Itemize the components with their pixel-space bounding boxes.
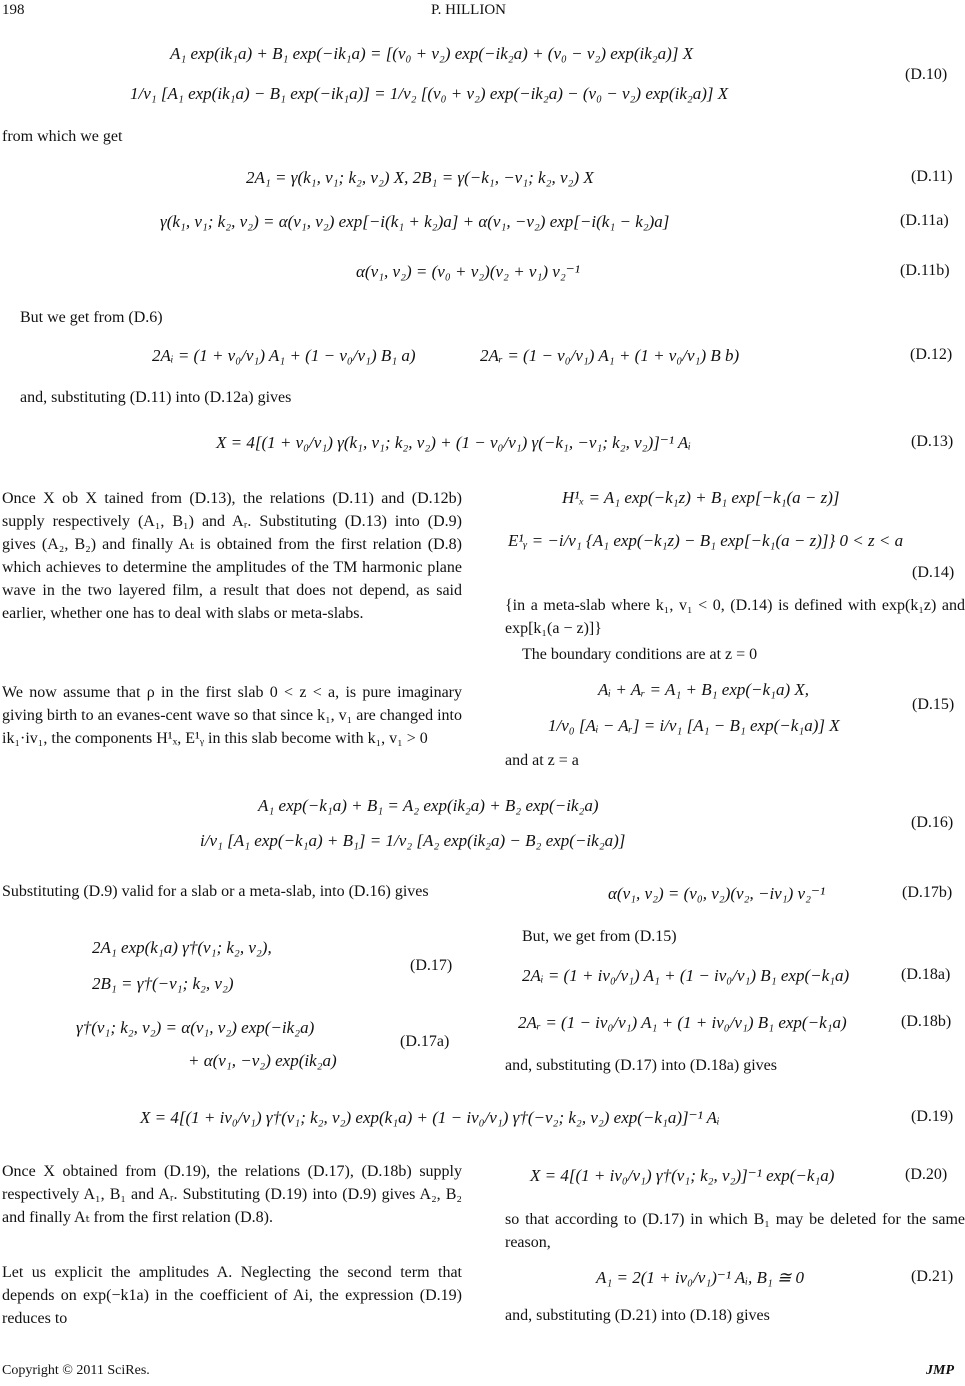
text-and-at: and at z = a xyxy=(505,752,579,769)
eq-label-d14: (D.14) xyxy=(912,564,955,581)
text-meta-slab-note: {in a meta-slab where k₁, v₁ < 0, (D.14) is defined with exp(k₁z) and exp[k₁(a − z)]} xyxy=(505,597,965,637)
equation-d20: X = 4[(1 + iv₀/v₁) γ†(v₁; k₂, v₂)]⁻¹ exp(−k₁a) xyxy=(530,1166,835,1185)
equation-d17bb: α(v₁, v₂) = (v₀, v₂)(v₂, −iv₁) v₂⁻¹ xyxy=(608,884,826,903)
equation-d11: 2A₁ = γ(k₁, v₁; k₂, v₂) X, 2B₁ = γ(−k₁, −v₁; k₂, v₂) X xyxy=(246,168,594,187)
eq-label-d18a: (D.18a) xyxy=(901,966,951,983)
eq-label-d12: (D.12) xyxy=(910,346,953,363)
eq-label-d20: (D.20) xyxy=(905,1166,948,1183)
equation-d18b: 2Aᵣ = (1 − iv₀/v₁) A₁ + (1 + iv₀/v₁) B₁ exp(−k₁a) xyxy=(518,1013,847,1032)
eq-label-d17: (D.17) xyxy=(410,957,453,974)
eq-label-d18b: (D.18b) xyxy=(901,1013,952,1030)
equation-d12a: 2Aᵢ = (1 + v₀/v₁) A₁ + (1 − v₀/v₁) B₁ a) xyxy=(152,346,416,365)
eq-label-d15: (D.15) xyxy=(912,696,955,713)
text-subst-d11: and, substituting (D.11) into (D.12a) gives xyxy=(20,389,292,406)
text-subst-d9: Substituting (D.9) valid for a slab or a meta-slab, into (D.16) gives xyxy=(2,883,429,900)
equation-d11b: α(v₁, v₂) = (v₀ + v₂)(v₂ + v₁) v₂⁻¹ xyxy=(356,262,580,281)
eq-label-d21: (D.21) xyxy=(911,1268,954,1285)
eq-label-d19: (D.19) xyxy=(911,1108,954,1125)
equation-d21: A₁ = 2(1 + iv₀/v₁)⁻¹ Aᵢ, B₁ ≅ 0 xyxy=(596,1268,805,1287)
eq-label-d11a: (D.11a) xyxy=(900,212,949,229)
equation-d16a: A₁ exp(−k₁a) + B₁ = A₂ exp(ik₂a) + B₂ exp(−ik₂a) xyxy=(258,796,599,815)
equation-d13: X = 4[(1 + v₀/v₁) γ(k₁, v₁; k₂, v₂) + (1 − v₀/v₁) γ(−k₁, −v₁; k₂, v₂)]⁻¹ Aᵢ xyxy=(216,433,691,452)
paragraph-once-x-ob: Once X ob X tained from (D.13), the relations (D.11) and (D.12b) supply respectively (A₁, B₁) and Aᵣ. Substituting (D.13) into (D.9) gives (A₂, B₂) and finally Aₜ is obtained from the first relation (D.8) which achieves to determine the amplitudes of the TM harmonic plane wave in the two layered film, a result that does not depend, as said earlier, whether one has to deal with slabs or meta-slabs. xyxy=(2,490,462,622)
equation-d17b2: + α(v₁, −v₂) exp(ik₂a) xyxy=(188,1051,337,1070)
equation-d17a1: 2A₁ exp(k₁a) γ†(v₁; k₂, v₂), xyxy=(92,938,272,957)
eq-label-d10: (D.10) xyxy=(905,66,948,83)
paragraph-once-x-obtained: Once X obtained from (D.19), the relations (D.17), (D.18b) supply respectively A₁, B₁ and Aᵣ. Substituting (D.19) into (D.9) gives A₂, B₂ and finally Aₜ from the first relation (D.8). xyxy=(2,1163,462,1226)
equation-d12b: 2Aᵣ = (1 − v₀/v₁) A₁ + (1 + v₀/v₁) B b) xyxy=(480,346,740,365)
text-boundary-conditions: The boundary conditions are at z = 0 xyxy=(522,646,758,663)
eq-label-d17b: (D.17b) xyxy=(902,884,953,901)
eq-label-d11b: (D.11b) xyxy=(900,262,950,279)
running-author: P. HILLION xyxy=(431,2,506,18)
equation-d15a: Aᵢ + Aᵣ = A₁ + B₁ exp(−k₁a) X, xyxy=(598,680,810,699)
equation-d10a: A₁ exp(ik₁a) + B₁ exp(−ik₁a) = [(v₀ + v₂) exp(−ik₂a) + (v₀ − v₂) exp(ik₂a)] X xyxy=(170,44,694,63)
equation-d10b: 1/v₁ [A₁ exp(ik₁a) − B₁ exp(−ik₁a)] = 1/v₂ [(v₀ + v₂) exp(−ik₂a) − (v₀ − v₂) exp(ik₂a)] X xyxy=(130,84,729,103)
eq-label-d16: (D.16) xyxy=(911,814,954,831)
equation-d14a: H¹ₓ = A₁ exp(−k₁z) + B₁ exp[−k₁(a − z)] xyxy=(562,488,840,507)
footer-journal: JMP xyxy=(926,1363,954,1378)
text-but-d15: But, we get from (D.15) xyxy=(522,928,677,945)
equation-d15b: 1/v₀ [Aᵢ − Aᵣ] = i/v₁ [A₁ − B₁ exp(−k₁a)] X xyxy=(548,716,840,735)
eq-label-d13: (D.13) xyxy=(911,433,954,450)
text-subst-d21: and, substituting (D.21) into (D.18) gives xyxy=(505,1307,770,1324)
eq-label-d11: (D.11) xyxy=(911,168,953,185)
equation-d11a: γ(k₁, v₁; k₂, v₂) = α(v₁, v₂) exp[−i(k₁ + k₂)a] + α(v₁, −v₂) exp[−i(k₁ − k₂)a] xyxy=(160,212,670,231)
equation-d16b: i/v₁ [A₁ exp(−k₁a) + B₁] = 1/v₂ [A₂ exp(ik₂a) − B₂ exp(−ik₂a)] xyxy=(200,831,626,850)
equation-d14b: E¹ᵧ = −i/v₁ {A₁ exp(−k₁z) − B₁ exp[−k₁(a − z)]} 0 < z < a xyxy=(508,531,904,550)
footer-copyright: Copyright © 2011 SciRes. xyxy=(2,1363,150,1378)
text-subst-d17: and, substituting (D.17) into (D.18a) gives xyxy=(505,1057,777,1074)
paragraph-let-us-explicit: Let us explicit the amplitudes A. Neglecting the second term that depends on exp(−k1a) in the coefficient of Ai, the expression (D.19) reduces to xyxy=(2,1264,462,1327)
equation-d18a: 2Aᵢ = (1 + iv₀/v₁) A₁ + (1 − iv₀/v₁) B₁ exp(−k₁a) xyxy=(522,966,850,985)
equation-d19: X = 4[(1 + iv₀/v₁) γ†(v₁; k₂, v₂) exp(k₁a) + (1 − iv₀/v₁) γ†(−v₂; k₂, v₂) exp(−k₁a)]⁻¹ Aᵢ xyxy=(140,1108,720,1127)
text-but-d6: But we get from (D.6) xyxy=(20,309,163,326)
equation-d17a2: 2B₁ = γ†(−v₁; k₂, v₂) xyxy=(92,974,234,993)
eq-label-d17a: (D.17a) xyxy=(400,1033,450,1050)
equation-d17b1: γ†(v₁; k₂, v₂) = α(v₁, v₂) exp(−ik₂a) xyxy=(76,1018,315,1037)
page-number: 198 xyxy=(2,2,25,18)
text-from-which: from which we get xyxy=(2,128,123,145)
text-so-that: so that according to (D.17) in which B₁ may be deleted for the same reason, xyxy=(505,1211,965,1251)
paragraph-assume-evanescent: We now assume that ρ in the first slab 0 < z < a, is pure imaginary giving birth to an evanes-cent wave so that since k₁, v₁ are changed into ik₁·iv₁, the components H¹ₓ, E¹ᵧ in this slab become with k₁, v₁ > 0 xyxy=(2,684,462,747)
